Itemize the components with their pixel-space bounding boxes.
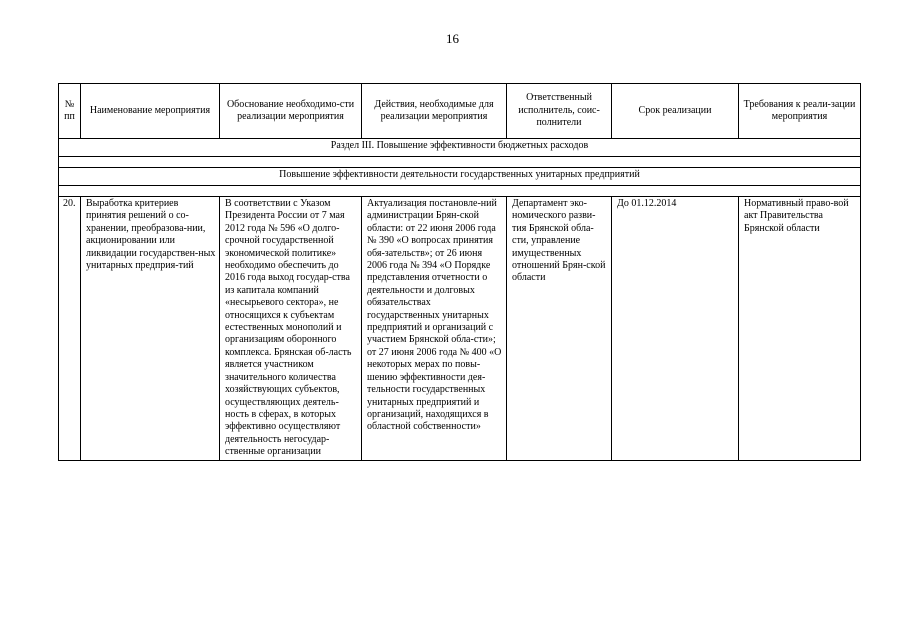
table-header-row xyxy=(59,84,861,139)
gap-cell xyxy=(59,186,861,197)
header-name: Наименование мероприятия xyxy=(81,84,220,139)
header-number: № пп xyxy=(59,84,81,139)
section-title: Раздел III. Повышение эффективности бюджетных расходов xyxy=(59,139,861,157)
page-number: 16 xyxy=(446,31,459,46)
header-deadline: Срок реализации xyxy=(612,84,739,139)
subsection-row xyxy=(59,168,861,186)
row-requirements: Нормативный право-вой акт Правительства Брянской области xyxy=(739,197,861,461)
row-name: Выработка критериев принятия решений о со-хранении, преобразова-нии, акционировании или ликвидации государствен-ных унитарных предприя-тий xyxy=(81,197,220,461)
header-requirements: Требования к реали-зации мероприятия xyxy=(739,84,861,139)
header-actions: Действия, необходимые для реализации мероприятия xyxy=(362,84,507,139)
subsection-title: Повышение эффективности деятельности государственных унитарных предприятий xyxy=(59,168,861,186)
gap-row xyxy=(59,157,861,168)
section-row xyxy=(59,139,861,157)
row-number: 20. xyxy=(59,197,81,461)
header-justification: Обоснование необходимо-сти реализации мероприятия xyxy=(220,84,362,139)
row-justification: В соответствии с Указом Президента России от 7 мая 2012 года № 596 «О долго-срочной государственной экономической политике» необходимо обеспечить до 2016 года выход государ-ства из капитала компаний «несырьевого сектора», не относящихся к субъектам естественных монополий и организациям оборонного комплекса. Брянская об-ласть является участником значительного количества хозяйствующих субъектов, осуществляющих деятель-ность в сферах, в которых эффективно осуществляют деятельность негосудар-ственные организации xyxy=(220,197,362,461)
row-deadline: До 01.12.2014 xyxy=(612,197,739,461)
header-executor: Ответственный исполнитель, соис-полнители xyxy=(507,84,612,139)
row-executor: Департамент эко-номического разви-тия Брянской обла-сти, управление имущественных отношений Брян-ской области xyxy=(507,197,612,461)
row-actions: Актуализация постановле-ний администрации Брян-ской области: от 22 июня 2006 года № 390 «О вопросах принятия обя-зательств»; от 26 июня 2006 года № 394 «О Порядке представления отчетности о деятельности и долговых обязательствах государственных унитарных предприятий и организаций с участием Брянской обла-сти»; от 27 июня 2006 года № 400 «О некоторых мерах по повы-шению эффективности дея-тельности государственных унитарных предприятий и организаций, находящихся в областной собственности» xyxy=(362,197,507,461)
gap-cell xyxy=(59,157,861,168)
measures-table xyxy=(58,83,861,461)
table-row xyxy=(59,197,861,461)
gap-row xyxy=(59,186,861,197)
